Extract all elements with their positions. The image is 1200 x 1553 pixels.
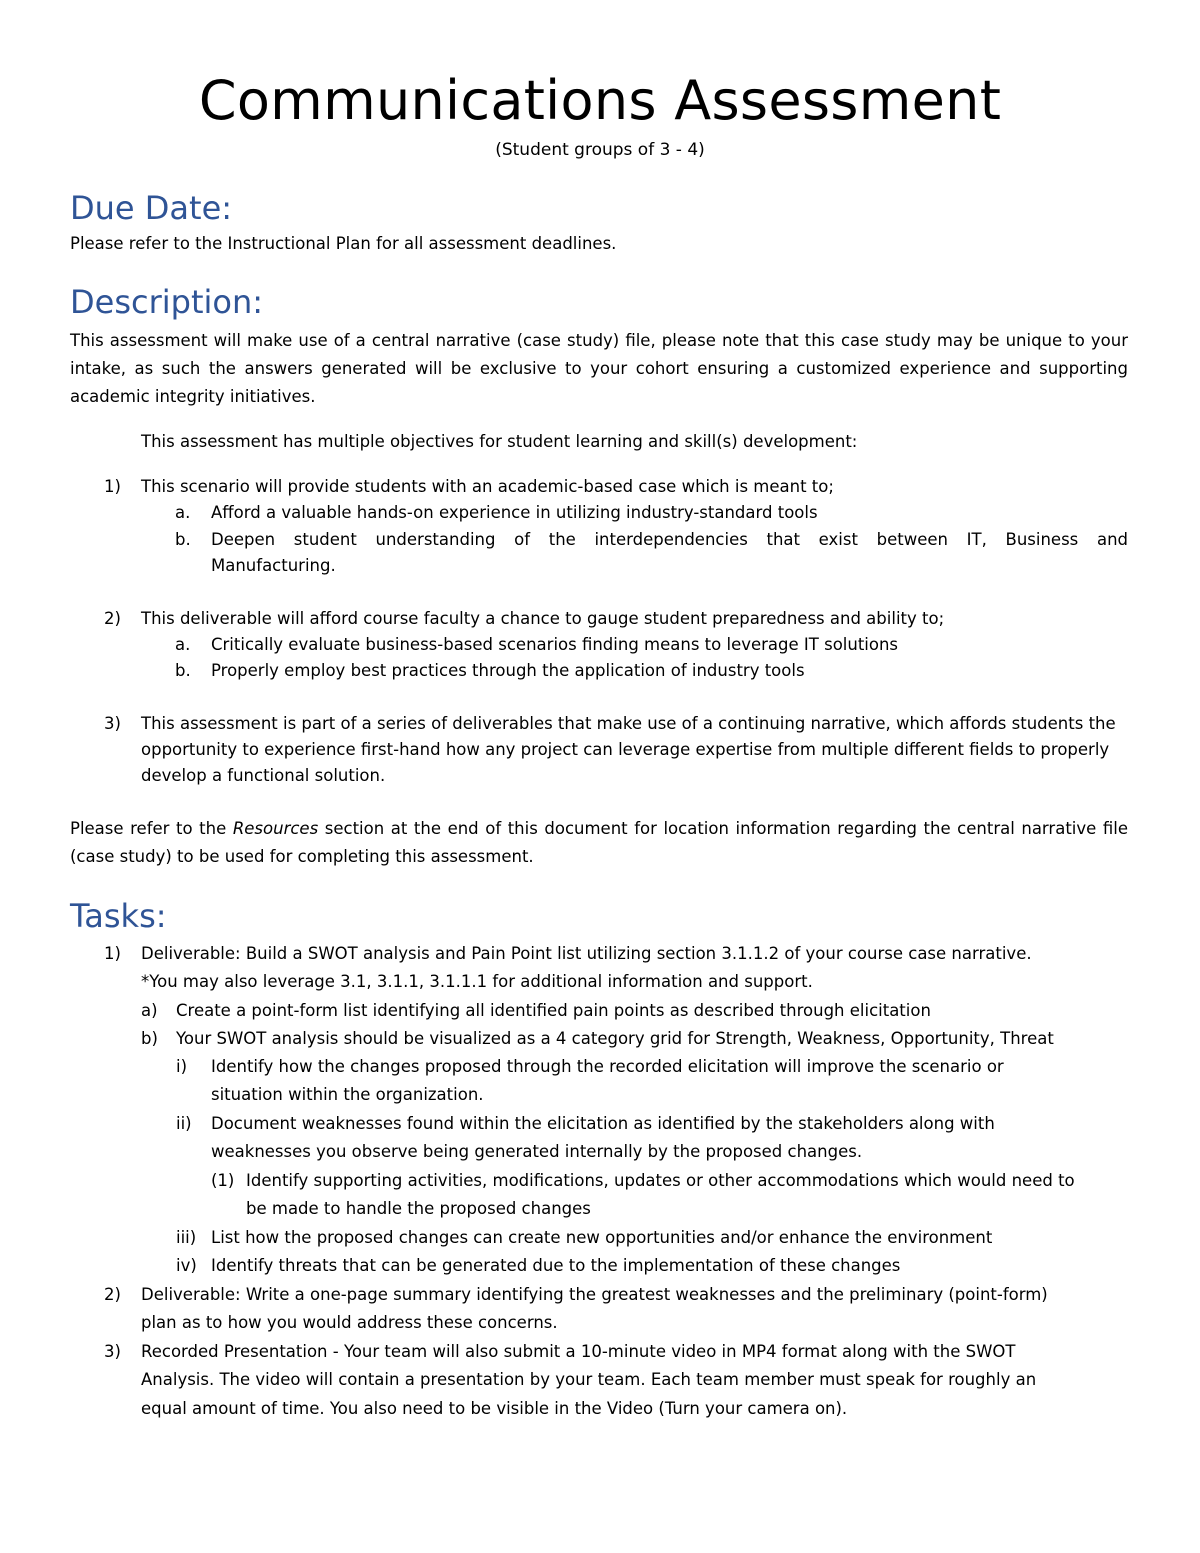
task-2-line1: Deliverable: Write a one-page summary identifying the greatest weaknesses and the preliminary (point-form) xyxy=(141,1285,1048,1304)
task-3-line3: equal amount of time. You also need to be visible in the Video (Turn your camera on). xyxy=(141,1399,848,1418)
task-1b-iv-text: Identify threats that can be generated due to the implementation of these changes xyxy=(211,1256,901,1275)
description-intro: This assessment will make use of a central narrative (case study) file, please note that this case study may be unique to your intake, as such the answers generated will be exclusive to your cohort ensuring a customized experience and supporting academic integrity initiatives. xyxy=(70,331,1128,406)
list-marker: 1) xyxy=(104,944,121,963)
document-subtitle: (Student groups of 3 - 4) xyxy=(495,140,705,160)
objective-1-text: This scenario will provide students with an academic-based case which is meant to; xyxy=(141,477,834,496)
objective-3-text: This assessment is part of a series of deliverables that make use of a continuing narrative, which affords students the opportunity to experience first-hand how any project can leverage expertise from multiple different fields to properly develop a functional solution. xyxy=(141,714,1116,785)
list-marker: (1) xyxy=(211,1171,235,1190)
tasks-heading: Tasks: xyxy=(70,897,167,935)
list-marker: 2) xyxy=(104,609,121,628)
task-1-text: Deliverable: Build a SWOT analysis and Pain Point list utilizing section 3.1.1.2 of your course case narrative. xyxy=(141,944,1032,963)
task-1b-ii-1-line2: be made to handle the proposed changes xyxy=(246,1199,591,1218)
list-marker: ii) xyxy=(176,1114,192,1133)
description-heading: Description: xyxy=(70,283,264,321)
list-marker: 3) xyxy=(104,1342,121,1361)
task-1b-text: Your SWOT analysis should be visualized as a 4 category grid for Strength, Weakness, Opportunity, Threat xyxy=(176,1029,1054,1048)
list-marker: b) xyxy=(141,1029,158,1048)
due-date-heading: Due Date: xyxy=(70,189,233,227)
resources-text-before: Please refer to the xyxy=(70,819,227,838)
list-marker: iv) xyxy=(176,1256,197,1275)
task-1b-iii-text: List how the proposed changes can create new opportunities and/or enhance the environment xyxy=(211,1228,993,1247)
task-1b-ii-1-line1: Identify supporting activities, modifications, updates or other accommodations which would need to xyxy=(246,1171,1075,1190)
list-marker: 3) xyxy=(104,714,121,733)
list-marker: b. xyxy=(175,661,191,680)
task-1b-i-line1: Identify how the changes proposed through the recorded elicitation will improve the scenario or xyxy=(211,1057,1004,1076)
list-marker: iii) xyxy=(176,1228,197,1247)
list-marker: 1) xyxy=(104,477,121,496)
task-3-line2: Analysis. The video will contain a presentation by your team. Each team member must speak for roughly an xyxy=(141,1370,1037,1389)
list-marker: a. xyxy=(175,635,191,654)
task-3-line1: Recorded Presentation - Your team will also submit a 10-minute video in MP4 format along with the SWOT xyxy=(141,1342,1016,1361)
task-1a-text: Create a point-form list identifying all identified pain points as described through elicitation xyxy=(176,1001,931,1020)
due-date-text: Please refer to the Instructional Plan for all assessment deadlines. xyxy=(70,234,617,253)
list-marker: a. xyxy=(175,503,191,522)
resources-paragraph xyxy=(70,815,1128,871)
objective-1b-line2: Manufacturing. xyxy=(211,556,336,575)
objective-1b-line1: Deepen student understanding of the interdependencies that exist between IT, Business and xyxy=(211,530,1128,549)
objective-2b-text: Properly employ best practices through the application of industry tools xyxy=(211,661,805,680)
document-title: Communications Assessment xyxy=(198,69,1002,132)
resources-section-name: Resources xyxy=(232,819,319,838)
task-1b-i-line2: situation within the organization. xyxy=(211,1085,484,1104)
task-1-note: *You may also leverage 3.1, 3.1.1, 3.1.1.1 for additional information and support. xyxy=(141,972,813,991)
resources-text-after: section at the end of this document for location information regarding the central narrative file (case study) to be used for completing this assessment. xyxy=(70,819,1128,866)
objectives-intro: This assessment has multiple objectives for student learning and skill(s) development: xyxy=(141,432,858,451)
list-marker: a) xyxy=(141,1001,158,1020)
list-marker: 2) xyxy=(104,1285,121,1304)
task-1b-ii-line2: weaknesses you observe being generated internally by the proposed changes. xyxy=(211,1142,863,1161)
objective-2-text: This deliverable will afford course faculty a chance to gauge student preparedness and ability to; xyxy=(141,609,945,628)
task-1b-ii-line1: Document weaknesses found within the elicitation as identified by the stakeholders along with xyxy=(211,1114,995,1133)
list-marker: b. xyxy=(175,530,191,549)
task-2-line2: plan as to how you would address these concerns. xyxy=(141,1313,558,1332)
objective-1a-text: Afford a valuable hands-on experience in utilizing industry-standard tools xyxy=(211,503,818,522)
objective-2a-text: Critically evaluate business-based scenarios finding means to leverage IT solutions xyxy=(211,635,899,654)
list-marker: i) xyxy=(176,1057,188,1076)
